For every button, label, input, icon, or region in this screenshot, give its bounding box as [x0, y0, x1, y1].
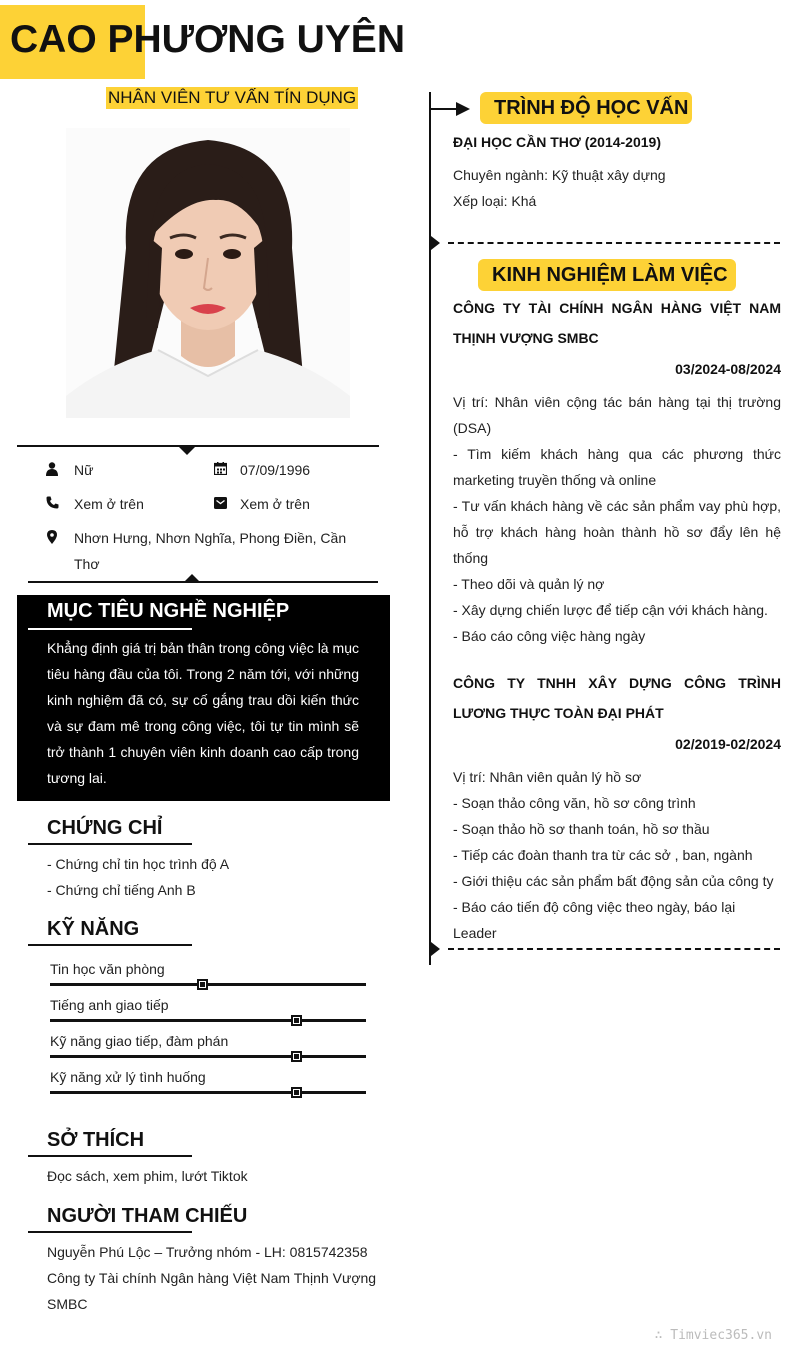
skill-bar — [50, 1055, 366, 1058]
portrait-illustration — [66, 128, 350, 418]
hobbies-title: SỞ THÍCH — [47, 1129, 145, 1151]
contact-bottom-rule — [28, 581, 378, 583]
school-name: ĐẠI HỌC CẦN THƠ (2014-2019) — [453, 134, 661, 150]
education-grade: Xếp loại: Khá — [453, 193, 537, 209]
phone-text: Xem ở trên — [74, 496, 144, 512]
phone-icon — [46, 496, 62, 512]
job-detail: - Giới thiệu các sản phẩm bất động sản của công ty — [453, 873, 774, 889]
reference-title-underline — [28, 1231, 192, 1233]
reference-company: Công ty Tài chính Ngân hàng Việt Nam Thịnh Vượng SMBC — [47, 1270, 377, 1312]
contact-top-rule — [17, 445, 379, 447]
certificate-item: - Chứng chỉ tin học trình độ A — [47, 856, 230, 872]
job-detail: - Tư vấn khách hàng về các sản phẩm vay phù hợp, hỗ trợ khách hàng hoàn thành hồ sơ đẩy lên hệ thống — [453, 498, 781, 566]
skills-title: KỸ NĂNG — [47, 918, 140, 940]
skill-level-handle — [291, 1087, 302, 1098]
address-text: Nhơn Hưng, Nhơn Nghĩa, Phong Điền, Cần Thơ — [74, 530, 347, 572]
company-name: CÔNG TY TNHH XÂY DỰNG CÔNG TRÌNH LƯƠNG THỰC TOÀN ĐẠI PHÁT — [453, 675, 781, 721]
watermark: ∴ Timviec365.vn — [654, 1328, 772, 1343]
objective-title-underline — [28, 628, 192, 630]
job-detail: - Báo cáo tiến độ công việc theo ngày, báo lại Leader — [453, 899, 736, 941]
skill-label: Tin học văn phòng — [50, 961, 165, 977]
timeline-line — [429, 92, 431, 965]
objective-text: Khẳng định giá trị bản thân trong công việc là mục tiêu hàng đầu của tôi. Trong 2 năm tới, với những kinh nghiệm đã có, sự cố gắng trau dồi kiến thức và sự đam mê trong công việc, tôi tự tin mình sẽ trở thành 1 chuyên viên kinh doanh cao cấp trong tương lai. — [47, 640, 359, 786]
education-title: TRÌNH ĐỘ HỌC VẤN — [494, 97, 689, 119]
location-pin-icon — [47, 530, 63, 546]
skill-level-handle — [291, 1015, 302, 1026]
education-major: Chuyên ngành: Kỹ thuật xây dựng — [453, 167, 666, 183]
company-name: CÔNG TY TÀI CHÍNH NGÂN HÀNG VIỆT NAM THỊNH VƯỢNG SMBC — [453, 300, 781, 346]
job-detail: Vị trí: Nhân viên quản lý hồ sơ — [453, 769, 642, 785]
experience-title: KINH NGHIỆM LÀM VIỆC — [492, 264, 728, 286]
job-detail: - Tiếp các đoàn thanh tra từ các sở , ban, ngành — [453, 847, 753, 863]
job-title: NHÂN VIÊN TƯ VẤN TÍN DỤNG — [108, 88, 357, 107]
job-period: 02/2019-02/2024 — [675, 736, 781, 752]
arrow-right-icon — [430, 101, 472, 117]
section-divider — [448, 948, 780, 950]
calendar-icon — [214, 462, 230, 478]
skills-title-underline — [28, 944, 192, 946]
skill-level-handle — [291, 1051, 302, 1062]
hobbies-text: Đọc sách, xem phim, lướt Tiktok — [47, 1168, 248, 1184]
reference-contact: Nguyễn Phú Lộc – Trưởng nhóm - LH: 0815742358 — [47, 1244, 368, 1260]
certificate-item: - Chứng chỉ tiếng Anh B — [47, 882, 196, 898]
timeline-marker — [431, 942, 440, 956]
job-detail: - Xây dựng chiến lược để tiếp cận với khách hàng. — [453, 602, 768, 618]
objective-title: MỤC TIÊU NGHỀ NGHIỆP — [47, 600, 290, 622]
profile-photo — [66, 128, 350, 418]
skill-label: Kỹ năng giao tiếp, đàm phán — [50, 1033, 229, 1049]
job-detail: - Báo cáo công việc hàng ngày — [453, 628, 646, 644]
skill-bar — [50, 1019, 366, 1022]
certificates-title-underline — [28, 843, 192, 845]
timeline-marker — [431, 236, 440, 250]
certificates-title: CHỨNG CHỈ — [47, 817, 163, 839]
job-detail: - Tìm kiếm khách hàng qua các phương thức marketing truyền thống và online — [453, 446, 781, 488]
birthday-text: 07/09/1996 — [240, 462, 311, 478]
job-detail: - Soạn thảo công văn, hồ sơ công trình — [453, 795, 696, 811]
email-icon — [214, 496, 230, 512]
job-detail: - Theo dõi và quản lý nợ — [453, 576, 605, 592]
email-text: Xem ở trên — [240, 496, 310, 512]
gender-text: Nữ — [74, 462, 94, 478]
skill-label: Tiếng anh giao tiếp — [50, 997, 169, 1013]
skill-label: Kỹ năng xử lý tình huống — [50, 1069, 206, 1085]
job-detail: - Soạn thảo hồ sơ thanh toán, hồ sơ thầu — [453, 821, 710, 837]
job-detail: Vị trí: Nhân viên cộng tác bán hàng tại thị trường (DSA) — [453, 394, 781, 436]
contact-top-arrow — [179, 447, 195, 455]
user-icon — [46, 462, 62, 478]
skill-level-handle — [197, 979, 208, 990]
job-period: 03/2024-08/2024 — [675, 361, 781, 377]
candidate-name: CAO PHƯƠNG UYÊN — [10, 18, 405, 61]
skill-bar — [50, 983, 366, 986]
section-divider — [448, 242, 780, 244]
reference-title: NGƯỜI THAM CHIẾU — [47, 1205, 248, 1227]
skill-bar — [50, 1091, 366, 1094]
hobbies-title-underline — [28, 1155, 192, 1157]
